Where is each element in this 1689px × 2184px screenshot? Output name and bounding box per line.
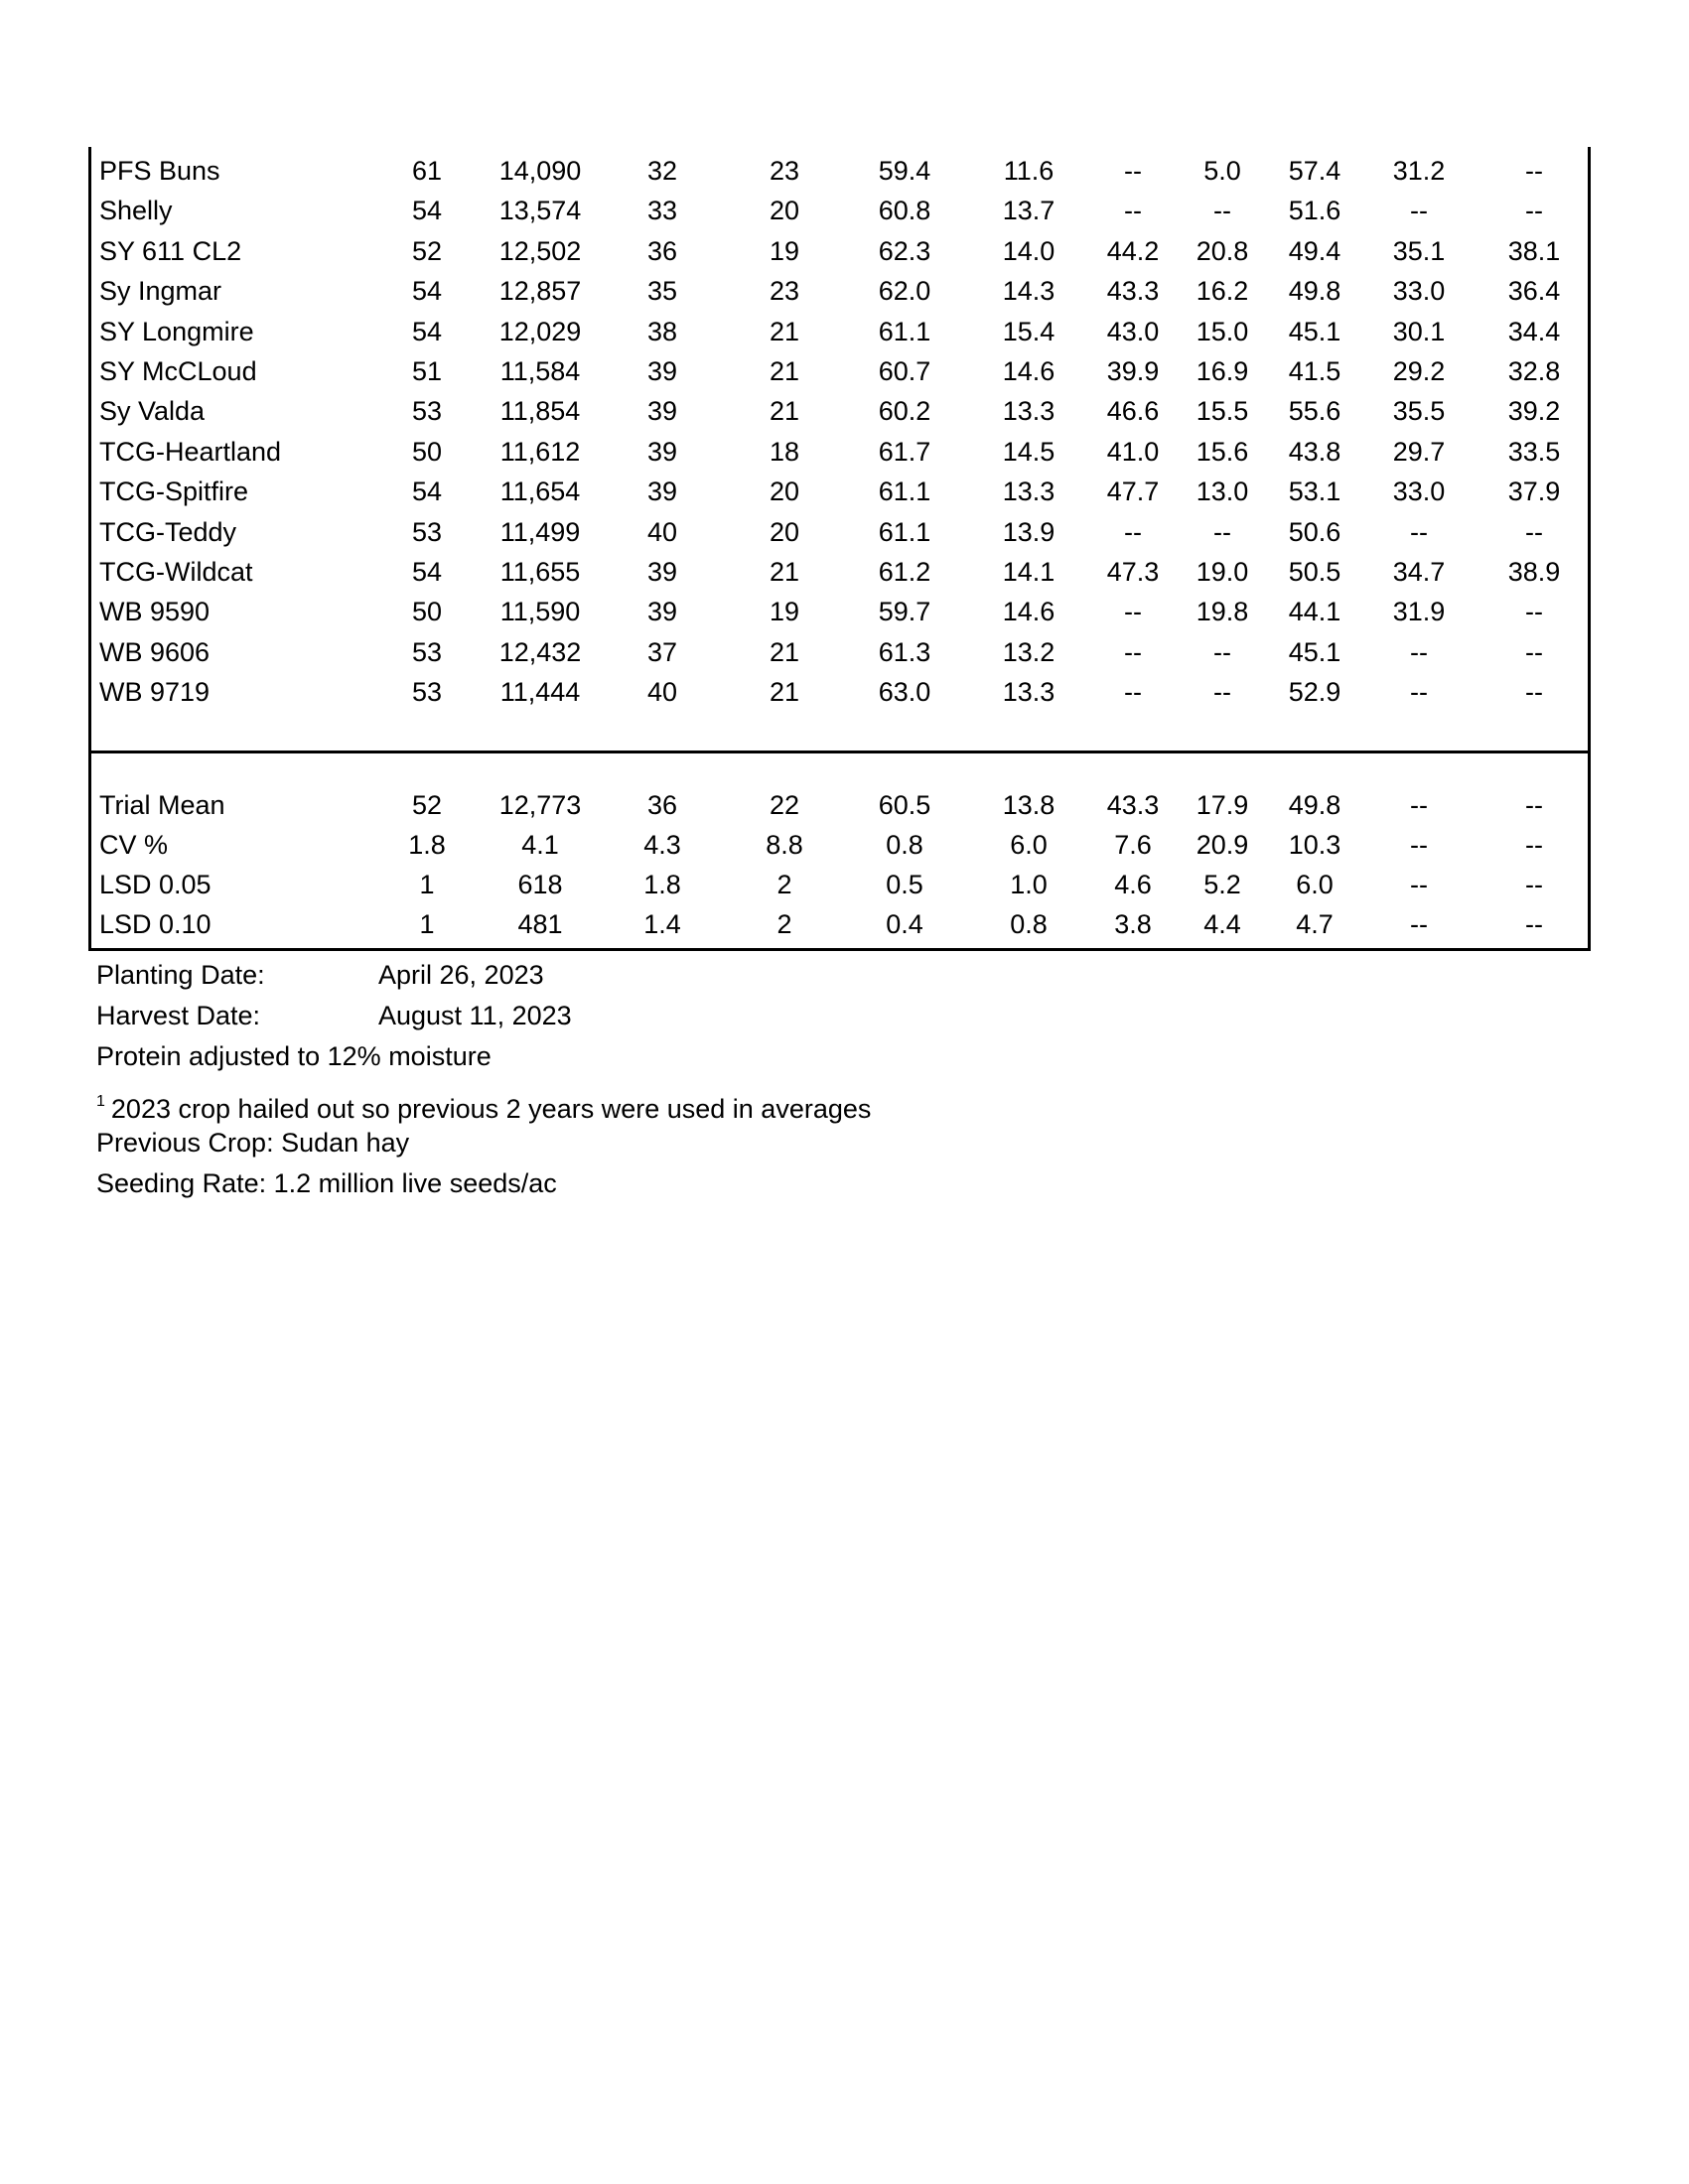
row-value-col-10: 34.7 [1392, 557, 1446, 587]
row-value-col-8: 20.8 [1196, 235, 1249, 266]
row-value-col-5: 60.7 [878, 356, 931, 386]
row-value-col-7: 4.6 [1114, 870, 1152, 899]
row-value-col-1: 54 [411, 276, 443, 307]
protein-note: Protein adjusted to 12% moisture [96, 1041, 492, 1071]
row-value-col-5: 60.5 [878, 790, 931, 820]
row-value-col-10: -- [1410, 516, 1428, 547]
row-value-col-4: 22 [769, 790, 800, 820]
row-value-col-2: 12,029 [498, 316, 582, 346]
row-value-col-8: 20.9 [1196, 830, 1249, 860]
row-value-col-3: 36 [646, 235, 678, 266]
row-value-col-9: 44.1 [1288, 597, 1341, 627]
row-value-col-7: -- [1124, 677, 1142, 708]
row-value-col-4: 23 [769, 276, 800, 307]
row-value-col-7: 47.3 [1106, 557, 1160, 587]
row-value-col-4: 2 [776, 870, 792, 899]
row-value-col-2: 11,584 [499, 356, 581, 386]
row-value-col-4: 20 [769, 516, 800, 547]
row-value-col-2: 11,499 [499, 516, 581, 547]
row-value-col-9: 4.7 [1296, 909, 1334, 939]
row-label: Trial Mean [99, 790, 225, 820]
row-value-col-10: -- [1410, 870, 1428, 899]
summary-row [91, 825, 1588, 865]
row-value-col-5: 60.2 [878, 396, 931, 427]
row-value-col-1: 54 [411, 316, 443, 346]
row-value-col-9: 52.9 [1288, 677, 1341, 708]
row-value-col-5: 0.8 [886, 830, 923, 860]
row-label: Sy Valda [99, 396, 206, 427]
row-value-col-7: -- [1124, 597, 1142, 627]
row-value-col-5: 0.4 [886, 909, 923, 939]
table-row [91, 351, 1588, 391]
row-value-col-8: 15.0 [1196, 316, 1249, 346]
row-value-col-10: 29.7 [1392, 436, 1446, 467]
row-value-col-7: -- [1124, 636, 1142, 667]
row-value-col-10: -- [1410, 790, 1428, 820]
row-value-col-6: 13.8 [1002, 790, 1056, 820]
row-value-col-2: 11,654 [499, 477, 581, 507]
table-row [91, 271, 1588, 311]
row-label: SY Longmire [99, 316, 254, 346]
row-value-col-4: 21 [769, 356, 800, 386]
row-value-col-8: -- [1213, 636, 1231, 667]
row-value-col-8: 16.2 [1196, 276, 1249, 307]
row-value-col-9: 49.8 [1288, 790, 1341, 820]
row-value-col-4: 19 [769, 235, 800, 266]
row-value-col-2: 11,655 [499, 557, 581, 587]
row-value-col-3: 39 [646, 557, 678, 587]
row-value-col-9: 51.6 [1288, 196, 1341, 226]
row-value-col-4: 8.8 [766, 830, 803, 860]
row-value-col-8: 19.8 [1196, 597, 1249, 627]
row-value-col-5: 61.1 [878, 316, 931, 346]
trial-notes [96, 955, 871, 1204]
row-value-col-6: 0.8 [1010, 909, 1048, 939]
row-value-col-6: 13.2 [1002, 636, 1056, 667]
row-value-col-1: 50 [411, 436, 443, 467]
row-value-col-9: 43.8 [1288, 436, 1341, 467]
row-value-col-6: 14.0 [1002, 235, 1056, 266]
row-label: PFS Buns [99, 156, 220, 186]
row-value-col-5: 61.1 [878, 477, 931, 507]
row-value-col-11: -- [1525, 597, 1543, 627]
row-value-col-3: 1.8 [643, 870, 681, 899]
row-value-col-2: 4.1 [521, 830, 559, 860]
row-value-col-10: -- [1410, 830, 1428, 860]
row-value-col-3: 33 [646, 196, 678, 226]
row-label: CV % [99, 830, 169, 860]
row-value-col-1: 54 [411, 557, 443, 587]
row-value-col-11: -- [1525, 790, 1543, 820]
row-value-col-3: 39 [646, 597, 678, 627]
row-value-col-6: 14.6 [1002, 356, 1056, 386]
row-value-col-3: 32 [646, 156, 678, 186]
row-value-col-5: 61.3 [878, 636, 931, 667]
row-label: WB 9606 [99, 636, 211, 667]
row-value-col-11: -- [1525, 909, 1543, 939]
row-value-col-2: 11,444 [499, 677, 581, 708]
row-value-col-11: 38.1 [1507, 235, 1561, 266]
row-value-col-10: -- [1410, 909, 1428, 939]
row-value-col-8: -- [1213, 677, 1231, 708]
row-value-col-1: 52 [411, 235, 443, 266]
row-value-col-11: 32.8 [1507, 356, 1561, 386]
row-value-col-8: 5.2 [1203, 870, 1241, 899]
table-row [91, 151, 1588, 191]
row-value-col-7: 47.7 [1106, 477, 1160, 507]
row-value-col-9: 45.1 [1288, 636, 1341, 667]
row-value-col-11: -- [1525, 196, 1543, 226]
row-value-col-4: 20 [769, 196, 800, 226]
table-row [91, 391, 1588, 431]
row-value-col-2: 12,857 [498, 276, 582, 307]
row-value-col-11: 39.2 [1507, 396, 1561, 427]
row-value-col-5: 0.5 [886, 870, 923, 899]
row-value-col-2: 618 [517, 870, 563, 899]
row-label: SY McCLoud [99, 356, 257, 386]
row-value-col-4: 23 [769, 156, 800, 186]
row-value-col-7: 44.2 [1106, 235, 1160, 266]
row-value-col-2: 11,854 [499, 396, 581, 427]
row-value-col-9: 49.8 [1288, 276, 1341, 307]
row-value-col-7: 3.8 [1114, 909, 1152, 939]
row-value-col-6: 13.7 [1002, 196, 1056, 226]
row-value-col-5: 62.0 [878, 276, 931, 307]
row-value-col-11: 34.4 [1507, 316, 1561, 346]
row-value-col-10: -- [1410, 636, 1428, 667]
row-value-col-3: 1.4 [643, 909, 681, 939]
row-value-col-8: 4.4 [1203, 909, 1241, 939]
row-value-col-1: 1 [419, 909, 435, 939]
row-value-col-10: 31.2 [1392, 156, 1446, 186]
row-value-col-4: 18 [769, 436, 800, 467]
row-label: Shelly [99, 196, 173, 226]
row-value-col-10: 35.1 [1392, 235, 1446, 266]
row-value-col-7: 39.9 [1106, 356, 1160, 386]
row-value-col-9: 41.5 [1288, 356, 1341, 386]
row-value-col-1: 54 [411, 196, 443, 226]
row-value-col-7: 7.6 [1114, 830, 1152, 860]
row-value-col-9: 50.5 [1288, 557, 1341, 587]
row-value-col-6: 14.6 [1002, 597, 1056, 627]
table-row [91, 552, 1588, 592]
row-value-col-9: 49.4 [1288, 235, 1341, 266]
row-value-col-7: 46.6 [1106, 396, 1160, 427]
row-value-col-2: 11,590 [499, 597, 581, 627]
row-value-col-2: 12,432 [498, 636, 582, 667]
previous-crop-note: Previous Crop: Sudan hay [96, 1128, 410, 1158]
row-value-col-9: 53.1 [1288, 477, 1341, 507]
row-value-col-9: 55.6 [1288, 396, 1341, 427]
summary-row [91, 785, 1588, 825]
row-value-col-8: -- [1213, 196, 1231, 226]
row-value-col-2: 11,612 [499, 436, 581, 467]
row-value-col-7: -- [1124, 196, 1142, 226]
row-value-col-6: 6.0 [1010, 830, 1048, 860]
row-value-col-7: -- [1124, 156, 1142, 186]
row-value-col-2: 481 [517, 909, 563, 939]
row-value-col-10: -- [1410, 677, 1428, 708]
row-value-col-8: 16.9 [1196, 356, 1249, 386]
row-value-col-4: 21 [769, 316, 800, 346]
row-value-col-6: 14.3 [1002, 276, 1056, 307]
row-value-col-7: 43.3 [1106, 276, 1160, 307]
seeding-rate-note: Seeding Rate: 1.2 million live seeds/ac [96, 1168, 557, 1198]
table-row [91, 592, 1588, 631]
row-label: Sy Ingmar [99, 276, 222, 307]
row-value-col-8: 19.0 [1196, 557, 1249, 587]
row-value-col-10: 30.1 [1392, 316, 1446, 346]
row-value-col-11: -- [1525, 636, 1543, 667]
row-value-col-5: 61.7 [878, 436, 931, 467]
row-value-col-5: 59.4 [878, 156, 931, 186]
row-value-col-3: 35 [646, 276, 678, 307]
row-value-col-3: 39 [646, 436, 678, 467]
row-value-col-9: 10.3 [1288, 830, 1341, 860]
row-value-col-3: 39 [646, 396, 678, 427]
row-value-col-11: 36.4 [1507, 276, 1561, 307]
row-value-col-3: 39 [646, 477, 678, 507]
row-value-col-11: -- [1525, 516, 1543, 547]
table-row [91, 512, 1588, 552]
row-value-col-6: 1.0 [1010, 870, 1048, 899]
row-value-col-10: -- [1410, 196, 1428, 226]
row-value-col-9: 50.6 [1288, 516, 1341, 547]
row-value-col-9: 57.4 [1288, 156, 1341, 186]
row-value-col-5: 60.8 [878, 196, 931, 226]
row-value-col-5: 62.3 [878, 235, 931, 266]
footnote-mark: 1 [96, 1093, 105, 1110]
row-value-col-7: 43.0 [1106, 316, 1160, 346]
row-value-col-10: 33.0 [1392, 477, 1446, 507]
row-value-col-6: 14.5 [1002, 436, 1056, 467]
row-value-col-5: 61.1 [878, 516, 931, 547]
row-value-col-10: 29.2 [1392, 356, 1446, 386]
row-value-col-1: 1 [419, 870, 435, 899]
planting-date-value: April 26, 2023 [378, 960, 544, 990]
row-value-col-11: 37.9 [1507, 477, 1561, 507]
row-label: TCG-Teddy [99, 516, 237, 547]
row-label: TCG-Spitfire [99, 477, 249, 507]
row-value-col-3: 40 [646, 516, 678, 547]
row-value-col-11: 38.9 [1507, 557, 1561, 587]
row-value-col-10: 33.0 [1392, 276, 1446, 307]
row-value-col-4: 2 [776, 909, 792, 939]
table-row [91, 231, 1588, 271]
row-value-col-3: 37 [646, 636, 678, 667]
row-value-col-11: -- [1525, 677, 1543, 708]
row-value-col-6: 11.6 [1003, 156, 1055, 186]
row-value-col-6: 13.9 [1002, 516, 1056, 547]
table-row [91, 632, 1588, 672]
row-value-col-10: 31.9 [1392, 597, 1446, 627]
summary-row [91, 865, 1588, 904]
row-value-col-4: 21 [769, 636, 800, 667]
row-value-col-8: 15.6 [1196, 436, 1249, 467]
row-value-col-9: 45.1 [1288, 316, 1341, 346]
planting-date-label: Planting Date: [96, 960, 265, 990]
row-value-col-7: 43.3 [1106, 790, 1160, 820]
row-value-col-3: 39 [646, 356, 678, 386]
row-value-col-7: 41.0 [1106, 436, 1160, 467]
harvest-date-value: August 11, 2023 [378, 1001, 572, 1030]
row-value-col-1: 53 [411, 677, 443, 708]
row-value-col-8: 15.5 [1196, 396, 1249, 427]
row-value-col-10: 35.5 [1392, 396, 1446, 427]
row-value-col-6: 13.3 [1002, 677, 1056, 708]
row-value-col-5: 63.0 [878, 677, 931, 708]
row-value-col-2: 14,090 [498, 156, 582, 186]
row-value-col-11: -- [1525, 830, 1543, 860]
row-value-col-5: 61.2 [878, 557, 931, 587]
table-row [91, 432, 1588, 472]
variety-results-table [88, 147, 1591, 951]
table-row [91, 191, 1588, 230]
row-value-col-9: 6.0 [1296, 870, 1334, 899]
row-value-col-4: 20 [769, 477, 800, 507]
row-value-col-4: 21 [769, 677, 800, 708]
row-value-col-5: 59.7 [878, 597, 931, 627]
summary-row [91, 904, 1588, 944]
table-row [91, 312, 1588, 351]
planting-date-line [96, 955, 871, 996]
row-value-col-2: 12,502 [498, 235, 582, 266]
table-divider [91, 751, 1588, 753]
row-value-col-4: 21 [769, 557, 800, 587]
row-value-col-6: 14.1 [1002, 557, 1056, 587]
row-value-col-8: 13.0 [1196, 477, 1249, 507]
row-value-col-8: -- [1213, 516, 1231, 547]
row-label: WB 9719 [99, 677, 211, 708]
row-value-col-6: 13.3 [1002, 396, 1056, 427]
row-label: TCG-Wildcat [99, 557, 253, 587]
row-value-col-1: 53 [411, 516, 443, 547]
table-row [91, 472, 1588, 511]
row-value-col-4: 21 [769, 396, 800, 427]
table-row [91, 672, 1588, 712]
row-value-col-4: 19 [769, 597, 800, 627]
row-value-col-11: -- [1525, 870, 1543, 899]
row-value-col-1: 51 [411, 356, 443, 386]
row-label: SY 611 CL2 [99, 235, 242, 266]
row-label: LSD 0.05 [99, 870, 211, 899]
row-value-col-6: 15.4 [1002, 316, 1056, 346]
row-value-col-2: 12,773 [498, 790, 582, 820]
row-value-col-1: 53 [411, 396, 443, 427]
row-value-col-11: -- [1525, 156, 1543, 186]
row-value-col-1: 52 [411, 790, 443, 820]
row-value-col-1: 54 [411, 477, 443, 507]
row-label: TCG-Heartland [99, 436, 282, 467]
row-label: WB 9590 [99, 597, 211, 627]
row-value-col-2: 13,574 [498, 196, 582, 226]
row-value-col-8: 17.9 [1196, 790, 1249, 820]
row-value-col-3: 36 [646, 790, 678, 820]
row-value-col-1: 50 [411, 597, 443, 627]
row-label: LSD 0.10 [99, 909, 211, 939]
row-value-col-7: -- [1124, 516, 1142, 547]
footnote-line [96, 1077, 871, 1123]
row-value-col-8: 5.0 [1203, 156, 1241, 186]
row-value-col-1: 61 [411, 156, 443, 186]
row-value-col-6: 13.3 [1002, 477, 1056, 507]
harvest-date-label: Harvest Date: [96, 1001, 261, 1030]
row-value-col-1: 1.8 [408, 830, 446, 860]
row-value-col-1: 53 [411, 636, 443, 667]
harvest-date-line [96, 996, 871, 1036]
row-value-col-3: 4.3 [643, 830, 681, 860]
footnote-text: 2023 crop hailed out so previous 2 years were used in averages [110, 1094, 872, 1124]
row-value-col-3: 40 [646, 677, 678, 708]
row-value-col-3: 38 [646, 316, 678, 346]
row-value-col-11: 33.5 [1507, 436, 1561, 467]
